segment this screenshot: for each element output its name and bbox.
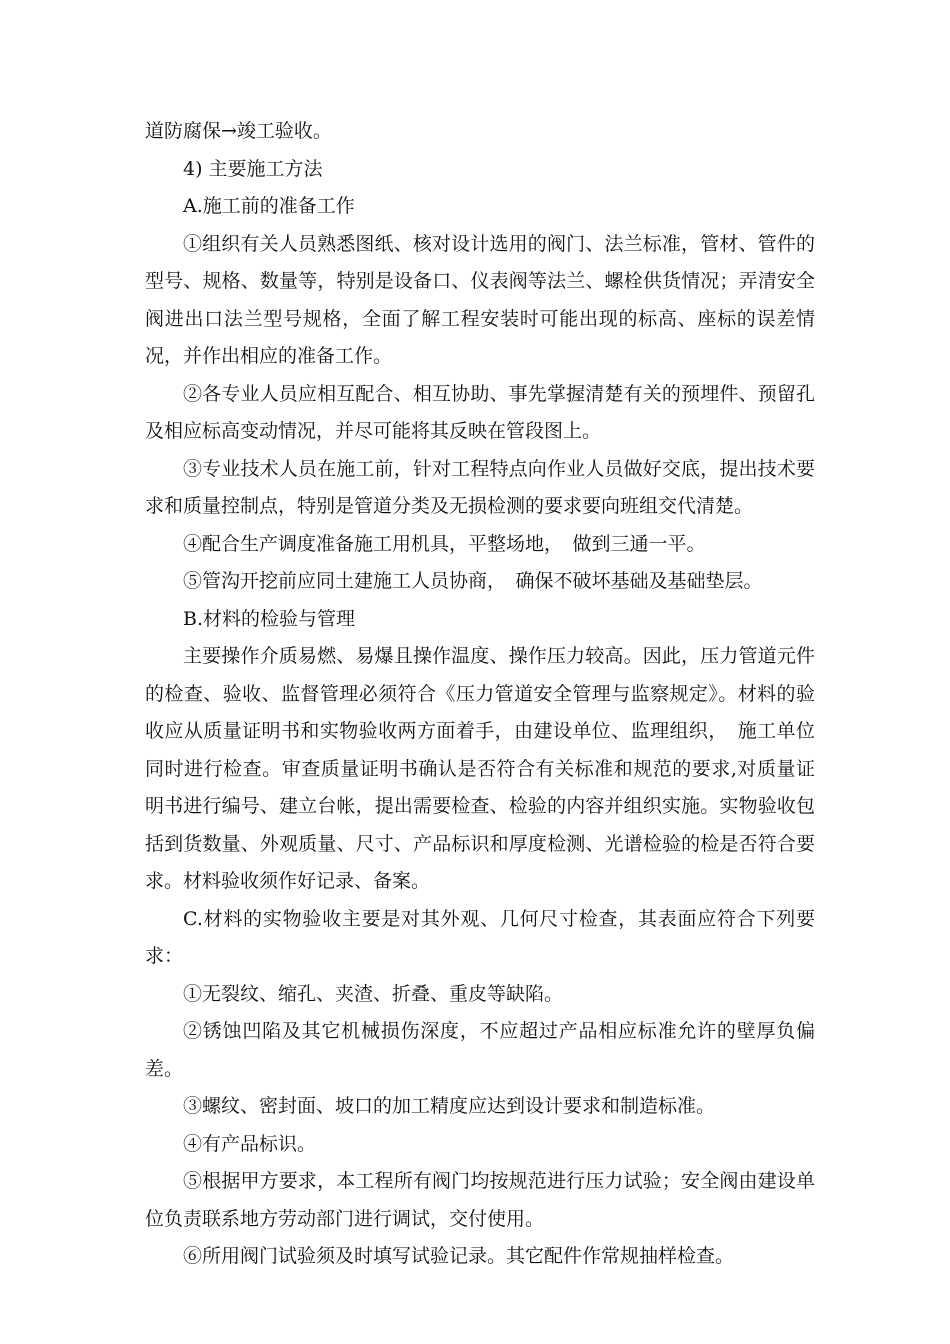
- paragraph-prep-item-4: ④配合生产调度准备施工用机具，平整场地， 做到三通一平。: [183, 532, 706, 555]
- paragraph-prep-item-5: ⑤管沟开挖前应同土建施工人员协商， 确保不破坏基础及基础垫层。: [183, 570, 763, 592]
- paragraph-prep-item-3: ③专业技术人员在施工前，针对工程特点向作业人员做好交底，提出技术要求和质量控制点，特别是管道分类及无损检测的要求要向班组交代清楚。: [145, 457, 815, 517]
- subheading-physical-acceptance: C.材料的实物验收主要是对其外观、几何尺寸检查，其表面应符合下列要求：: [145, 907, 815, 967]
- paragraph-prep-item-1: ①组织有关人员熟悉图纸、核对设计选用的阀门、法兰标准，管材、管件的型号、规格、数量等，特别是设备口、仪表阀等法兰、螺栓供货情况；弄清安全阀进出口法兰型号规格，全面了解工程安装时可能出现的标高、座标的误差情况，并作出相应的准备工作。: [145, 232, 815, 367]
- subheading-material-inspection: B.材料的检验与管理: [183, 607, 356, 630]
- paragraph-requirement-4: ④有产品标识。: [183, 1132, 317, 1155]
- paragraph-requirement-5: ⑤根据甲方要求，本工程所有阀门均按规范进行压力试验；安全阀由建设单位负责联系地方劳动部门进行调试，交付使用。: [145, 1170, 815, 1230]
- paragraph-requirement-6: ⑥所用阀门试验须及时填写试验记录。其它配件作常规抽样检查。: [183, 1245, 735, 1267]
- section-heading-main-methods: 4) 主要施工方法: [183, 157, 323, 180]
- paragraph-prep-item-2: ②各专业人员应相互配合、相互协助、事先掌握清楚有关的预埋件、预留孔及相应标高变动情况，并尽可能将其反映在管段图上。: [145, 382, 815, 442]
- paragraph-requirement-2: ②锈蚀凹陷及其它机械损伤深度，不应超过产品相应标准允许的壁厚负偏差。: [145, 1020, 815, 1080]
- paragraph-requirement-3: ③螺纹、密封面、坡口的加工精度应达到设计要求和制造标准。: [183, 1095, 716, 1117]
- paragraph-requirement-1: ①无裂纹、缩孔、夹渣、折叠、重皮等缺陷。: [183, 982, 564, 1005]
- subheading-preparation: A.施工前的准备工作: [183, 195, 355, 217]
- document-body: [145, 113, 815, 1276]
- paragraph-continuation: 道防腐保→竣工验收。: [145, 120, 332, 142]
- paragraph-material-management: 主要操作介质易燃、易爆且操作温度、操作压力较高。因此，压力管道元件的检查、验收、监督管理必须符合《压力管道安全管理与监察规定》。材料的验收应从质量证明书和实物验收两方面着手，由建设单位、监理组织， 施工单位同时进行检查。审查质量证明书确认是否符合有关标准和规范的要求,对质量证明书进行编号、建立台帐，提出需要检查、检验的内容并组织实施。实物验收包括到货数量、外观质量、尺寸、产品标识和厚度检测、光谱检验的检是否符合要求。材料验收须作好记录、备案。: [145, 645, 815, 892]
